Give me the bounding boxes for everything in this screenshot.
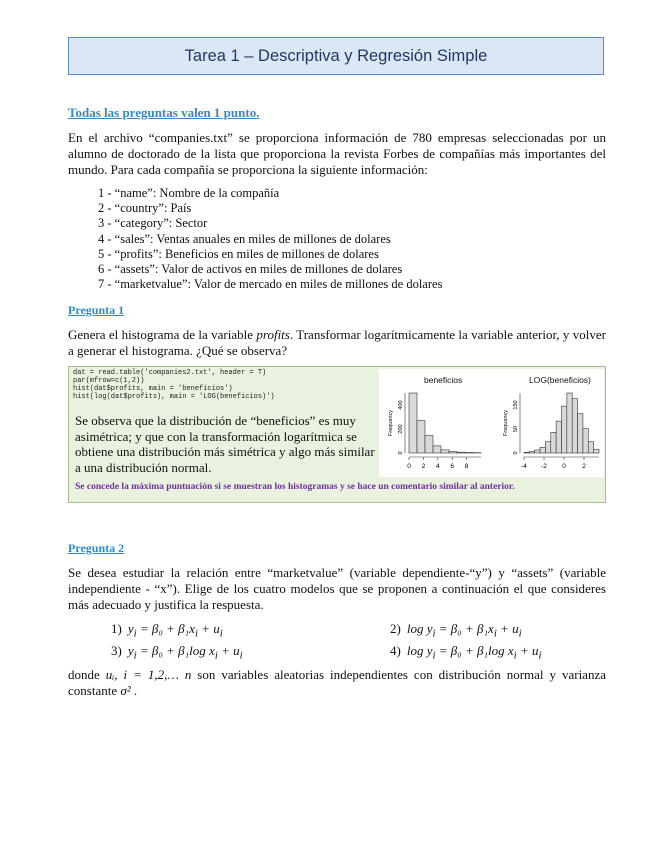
histogram-bar: [551, 432, 556, 453]
histogram-bar: [409, 393, 417, 453]
x-tick-label: 0: [407, 463, 411, 470]
question-2-text: Se desea estudiar la relación entre “marketvalue” (variable dependiente-“y”) y “assets” (variable independiente - “x”). Elige de los cuatro modelos que se proponen a continuación el que consideres más adecuado y justifica la respuesta.: [68, 565, 606, 612]
variable-list: [98, 186, 442, 292]
x-tick-label: -2: [541, 463, 547, 470]
question-2-heading: Pregunta 2: [68, 541, 125, 555]
list-item: 3 - “category”: Sector: [98, 216, 208, 231]
histogram-bar: [457, 452, 465, 453]
histogram-bar: [441, 450, 449, 453]
y-tick-label: 0: [513, 451, 519, 455]
x-tick-label: 2: [421, 463, 426, 470]
histogram-bar: [433, 446, 441, 453]
chart-title: beneficios: [424, 375, 463, 385]
histogram-bar: [545, 442, 550, 453]
histogram-panel: [379, 369, 604, 477]
y-tick-label: 50: [513, 425, 519, 433]
histogram-bar: [572, 399, 577, 453]
histogram-bar: [540, 447, 545, 453]
grading-note: Todas las preguntas valen 1 punto.: [68, 105, 260, 120]
answer-text: Se observa que la distribución de “beneficios” es muy asimétrica; y que con la transformación logarítmica se obtiene una distribución más simétrica y algo más similar a una distribución normal.: [75, 413, 375, 475]
y-tick-label: 150: [513, 400, 519, 410]
intro-paragraph: En el archivo “companies.txt” se proporciona información de 780 empresas seleccionadas por un alumno de doctorado de la lista que proporciona la revista Forbes de compañías más importantes del mundo. Para cada compañía se proporciona la siguiente información:: [68, 130, 606, 177]
model-2: 2) $\log y_i = \beta_0 + \beta_1x_i + u_i$: [390, 621, 522, 640]
x-tick-label: 8: [464, 463, 469, 470]
histogram-bar: [583, 429, 588, 453]
x-tick-label: 6: [450, 463, 455, 470]
y-tick-label: 0: [398, 451, 404, 455]
y-axis-label: Frequency: [388, 410, 394, 436]
list-item: 1 - “name”: Nombre de la compañía: [98, 186, 280, 200]
y-axis-label: Frequency: [503, 410, 509, 436]
chart-title: LOG(beneficios): [529, 375, 591, 385]
variable-name: profits: [256, 327, 290, 342]
histogram-bar: [417, 421, 425, 453]
histogram-bar: [449, 451, 457, 453]
x-tick-label: 0: [562, 463, 566, 470]
histogram-bar: [588, 442, 593, 453]
y-tick-label: 200: [398, 424, 404, 434]
grading-criteria: Se concede la máxima puntuación si se muestran los histogramas y se hace un comentario similar al anterior.: [75, 482, 515, 492]
x-tick-label: -4: [521, 463, 527, 470]
histogram-bar: [524, 452, 529, 453]
histogram-bar: [567, 393, 572, 453]
list-item: 5 - “profits”: Beneficios en miles de millones de dolares: [98, 246, 379, 261]
list-item: 6 - “assets”: Valor de activos en miles de millones de dolares: [98, 262, 403, 277]
model-3: 3) $y_i = \beta_0 + \beta_1\log$ $x_i + u_i$: [111, 643, 243, 662]
question-1-heading: Pregunta 1: [68, 303, 125, 317]
model-4: 4) $\log y_i = \beta_0 + \beta_1\log$ $x_i + u_i$: [390, 643, 542, 662]
question-1-text: Genera el histograma de la variable profits. Transformar logarítmicamente la variable anterior, y volver a generar el histograma. ¿Qué se observa?: [68, 327, 606, 358]
histogram-chart: [379, 369, 604, 477]
answer-box: [68, 366, 606, 503]
histogram-bar: [556, 421, 561, 453]
list-item: 2 - “country”: País: [98, 201, 192, 216]
histogram-bar: [529, 452, 534, 454]
question-2-footer: donde uᵢ, i = 1,2,… n son variables aleatorias independientes con distribución normal y varianza constante σ² .: [68, 667, 606, 698]
model-1: 1) $y_i = \beta_0 + \beta_1x_i + u_i$: [111, 621, 223, 640]
list-item: 4 - “sales”: Ventas anuales en miles de millones de dolares: [98, 231, 391, 246]
y-tick-label: 400: [398, 400, 404, 410]
histogram-bar: [594, 449, 599, 453]
r-code: dat = read.table('companies2.txt', header = T) par(mfrow=c(1,2)) hist(dat$profits, main = 'beneficios') hist(log(dat$profits), main = 'LOG(beneficios)'): [73, 369, 275, 401]
histogram-bar: [578, 414, 583, 453]
histogram-bar: [562, 406, 567, 453]
histogram-bar: [535, 450, 540, 453]
histogram-bar: [425, 436, 433, 453]
list-item: 7 - “marketvalue”: Valor de mercado en miles de millones de dolares: [98, 277, 443, 292]
document-title: Tarea 1 – Descriptiva y Regresión Simple: [68, 37, 604, 75]
x-tick-label: 2: [582, 463, 586, 470]
x-tick-label: 4: [435, 463, 440, 470]
